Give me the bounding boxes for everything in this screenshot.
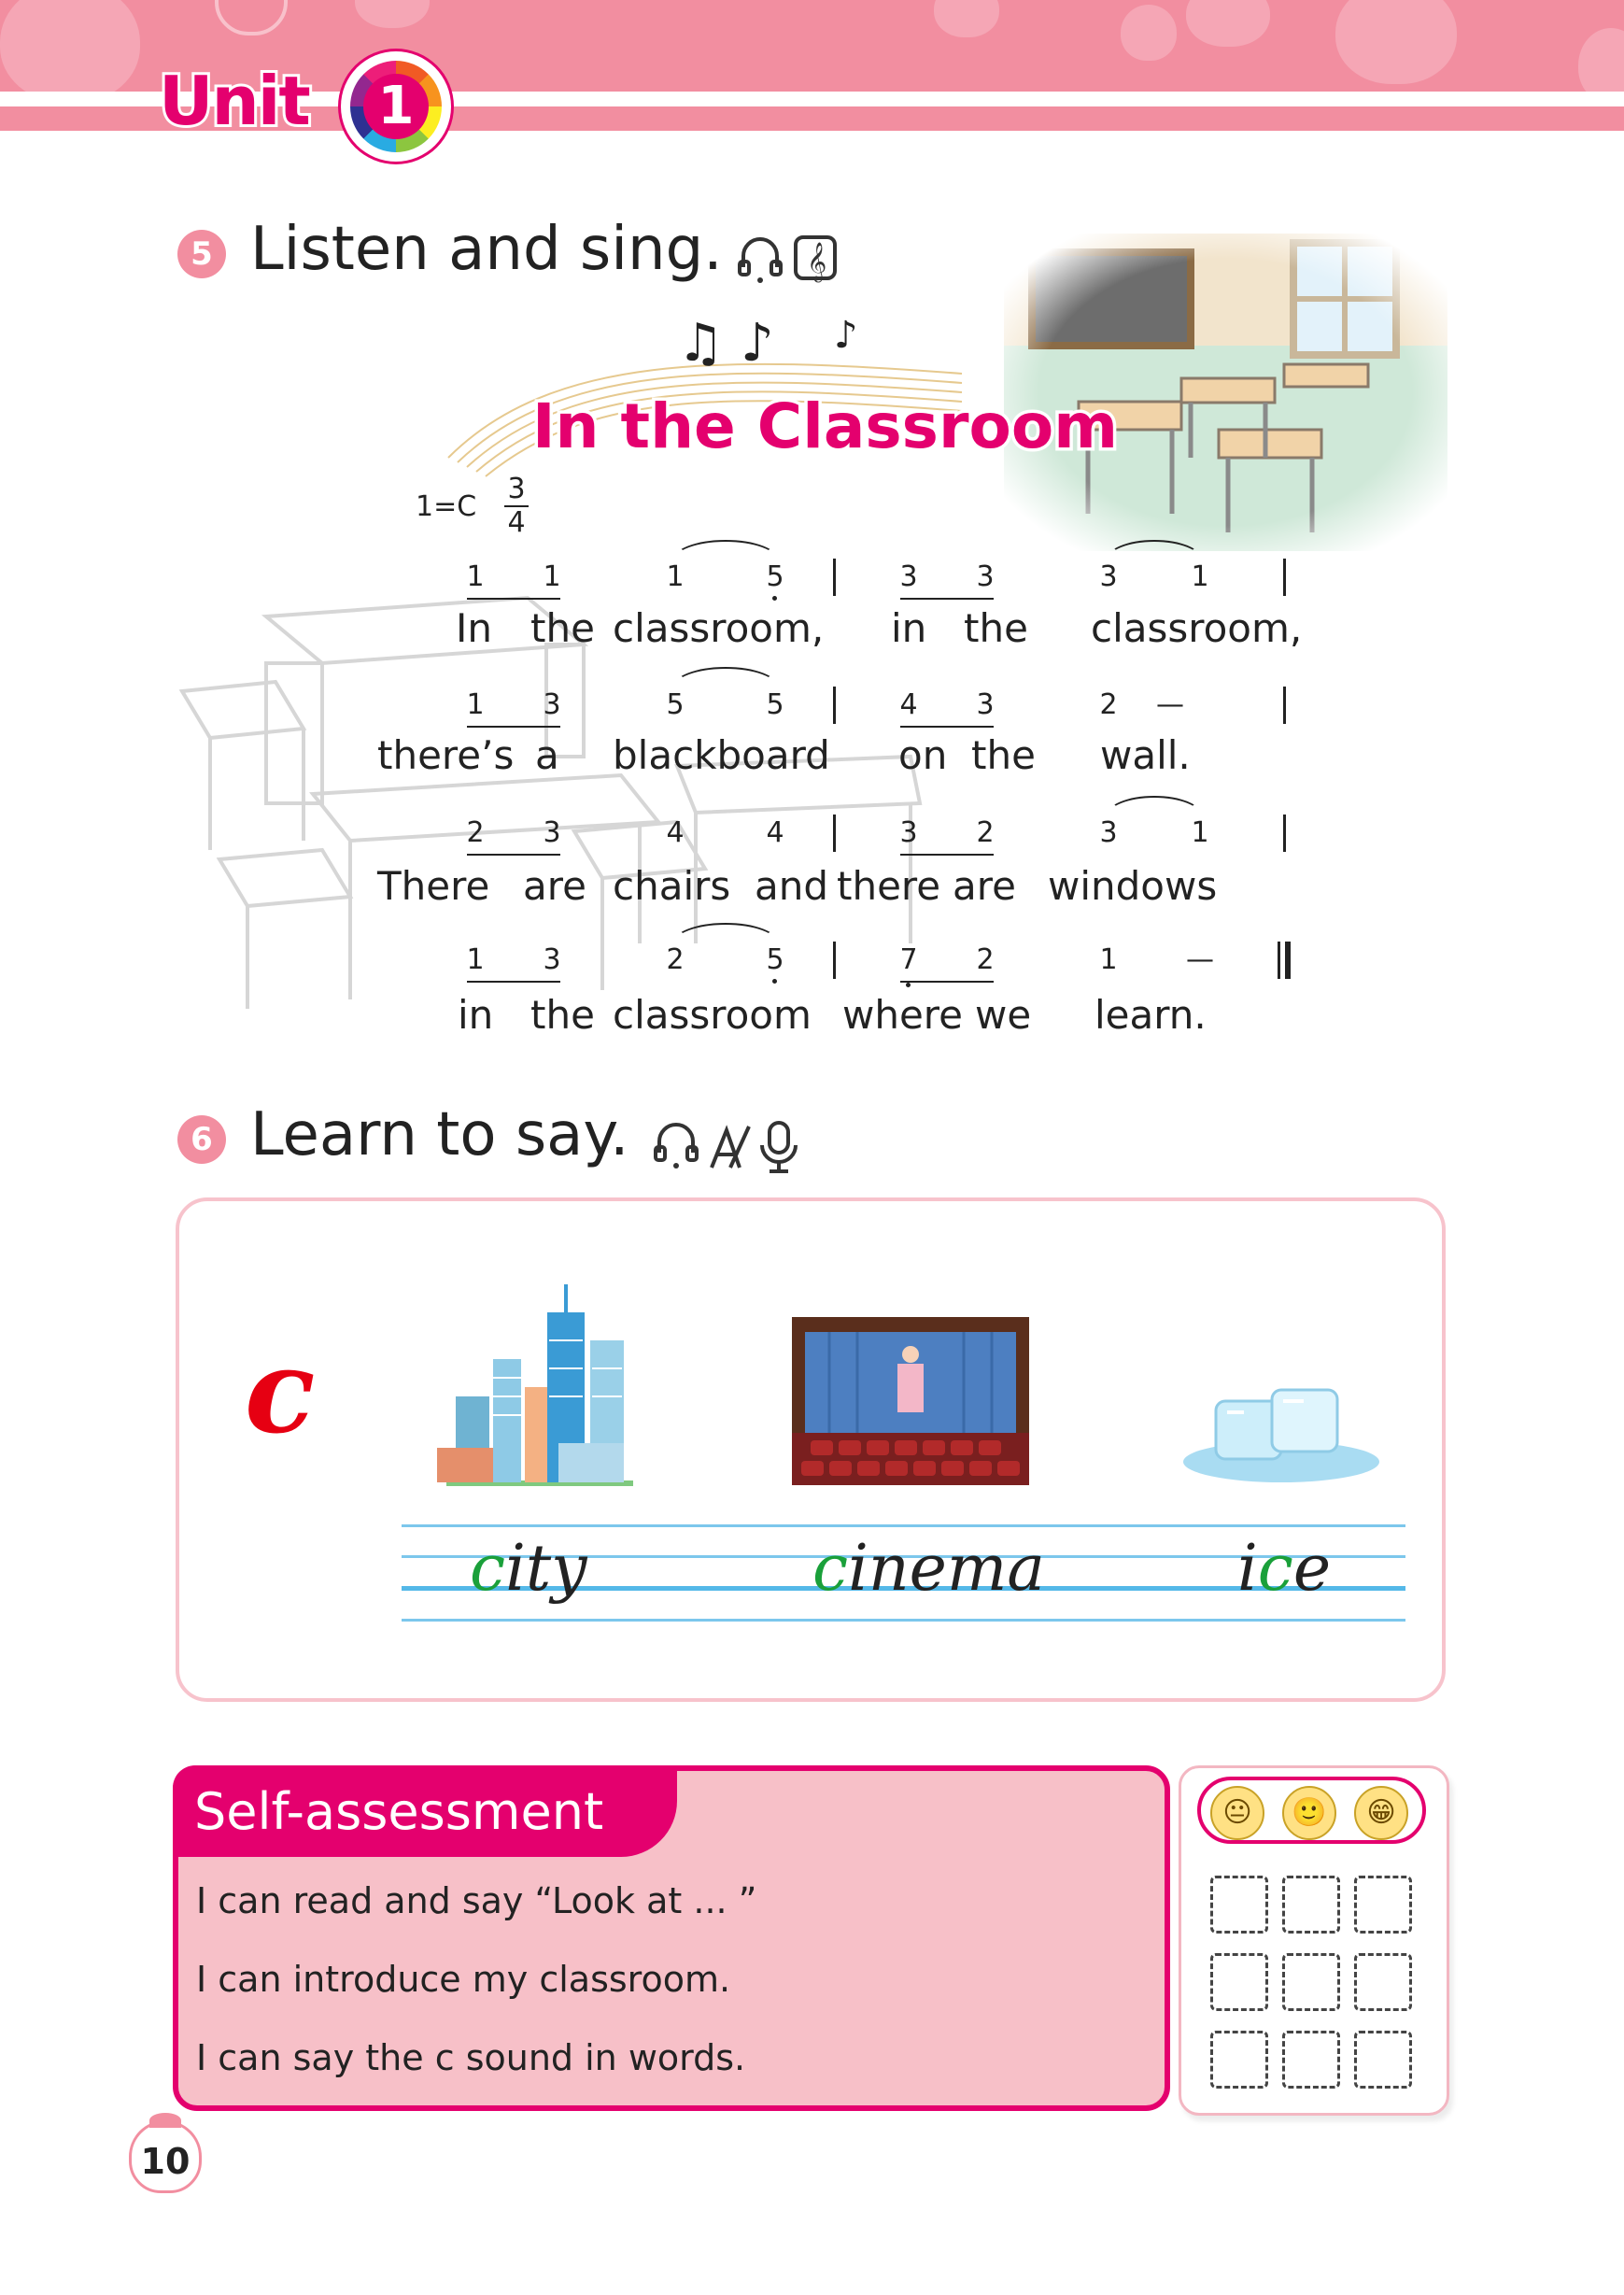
time-signature-top: 3 <box>507 473 526 505</box>
note: 5 <box>766 560 784 593</box>
note: 4 <box>899 688 918 721</box>
note: 3 <box>899 560 918 593</box>
note: 2 <box>1099 688 1118 721</box>
low-octave-dot <box>906 983 911 987</box>
section-number-badge: 5 <box>177 230 226 278</box>
note: 1 <box>466 560 485 593</box>
rating-checkbox[interactable] <box>1282 1876 1340 1934</box>
tie-arc <box>1106 796 1203 816</box>
music-notes-icon: ♫ ♪ <box>677 313 774 374</box>
word-rest: e <box>1292 1532 1332 1606</box>
time-signature <box>504 475 529 538</box>
note: 1 <box>466 943 485 976</box>
beat-underline <box>900 981 994 983</box>
note: — <box>1156 688 1184 721</box>
lyric-word: classroom, <box>1091 605 1303 651</box>
lyric-word: are <box>523 863 586 909</box>
neutral-face-icon: 😐 <box>1210 1786 1264 1840</box>
beat-underline <box>467 726 560 728</box>
smile-face-icon: 🙂 <box>1282 1786 1336 1840</box>
note: 1 <box>1099 943 1118 976</box>
note: 3 <box>543 816 561 849</box>
lyric-word: we <box>975 992 1032 1038</box>
song-title: In the Classroom <box>532 390 1118 462</box>
svg-text:𝄞: 𝄞 <box>807 243 827 281</box>
word-cinema <box>812 1532 1045 1606</box>
bar-line <box>1278 942 1280 979</box>
lyric-word: wall. <box>1100 732 1191 778</box>
highlight-letter: c <box>812 1532 849 1606</box>
target-letter: c <box>245 1325 316 1460</box>
bar-line <box>1283 815 1286 852</box>
strawberry-decoration <box>355 0 430 28</box>
ice-cubes-illustration <box>1179 1382 1384 1485</box>
rating-checkbox[interactable] <box>1282 1953 1340 2011</box>
headphones-icon[interactable] <box>656 1125 697 1169</box>
lyric-word: on <box>898 732 948 778</box>
strawberry-decoration <box>1186 0 1270 47</box>
time-signature-bottom: 4 <box>507 506 526 539</box>
lyric-word: the <box>530 992 595 1038</box>
strawberry-decoration <box>1335 0 1457 84</box>
bar-line <box>833 559 836 596</box>
note: 7 <box>899 943 918 976</box>
note: 2 <box>976 816 995 849</box>
self-assessment-title: Self-assessment <box>194 1782 604 1841</box>
music-clef-icon[interactable] <box>796 237 835 282</box>
word-rest: inema <box>848 1532 1045 1606</box>
cinema-stage-illustration <box>792 1317 1029 1485</box>
lyric-word: there’s <box>377 732 515 778</box>
music-note-icon: ♪ <box>834 314 858 357</box>
note: 1 <box>466 688 485 721</box>
self-assessment-item: I can read and say “Look at ... ” <box>196 1880 757 1921</box>
strawberry-decoration <box>1121 5 1177 61</box>
beat-underline <box>900 854 994 856</box>
note: 2 <box>466 816 485 849</box>
lyric-word: the <box>964 605 1028 651</box>
note: 5 <box>766 943 784 976</box>
bar-line <box>1283 687 1286 724</box>
bar-line <box>1283 559 1286 596</box>
lyric-word: the <box>971 732 1036 778</box>
rating-checkbox[interactable] <box>1354 1953 1412 2011</box>
strawberry-decoration <box>934 0 999 37</box>
headphones-icon[interactable] <box>740 239 781 283</box>
lyric-word: in <box>458 992 494 1038</box>
lyric-word: chairs <box>613 863 731 909</box>
word-prefix: i <box>1237 1532 1258 1606</box>
note: 4 <box>666 816 685 849</box>
lyric-word: the <box>530 605 595 651</box>
page-number: 10 <box>140 2141 191 2182</box>
lyric-word: blackboard <box>613 732 830 778</box>
note: 1 <box>543 560 561 593</box>
song-key: 1=C <box>416 490 477 523</box>
writing-icon[interactable] <box>712 1126 749 1168</box>
note: 3 <box>976 560 995 593</box>
grin-face-icon: 😁 <box>1354 1786 1408 1840</box>
highlight-letter: c <box>470 1532 506 1606</box>
final-bar-line <box>1285 942 1291 979</box>
strawberry-decoration <box>0 0 140 103</box>
word-rest: ity <box>505 1532 587 1606</box>
word-city <box>470 1532 587 1606</box>
beat-underline <box>900 726 994 728</box>
section-title: Learn to say. <box>250 1100 629 1169</box>
handwriting-guide-line <box>402 1619 1405 1622</box>
lyric-word: there <box>837 863 941 909</box>
note: 2 <box>976 943 995 976</box>
lyric-word: where <box>842 992 963 1038</box>
note: 1 <box>666 560 685 593</box>
beat-underline <box>467 598 560 600</box>
note: 3 <box>1099 816 1118 849</box>
bar-line <box>833 815 836 852</box>
note: 3 <box>976 688 995 721</box>
tie-arc <box>672 540 779 560</box>
lyric-word: in <box>891 605 927 651</box>
strawberry-leaf <box>149 2113 181 2128</box>
lyric-word: learn. <box>1094 992 1207 1038</box>
note: 2 <box>666 943 685 976</box>
lyric-word: classroom, <box>613 605 825 651</box>
microphone-icon[interactable] <box>762 1123 796 1171</box>
handwriting-guide-line <box>402 1524 1405 1527</box>
rating-checkbox[interactable] <box>1354 2031 1412 2089</box>
lyric-word: and <box>755 863 829 909</box>
lyric-word: There <box>377 863 490 909</box>
rating-checkbox[interactable] <box>1210 1953 1268 2011</box>
low-octave-dot <box>772 596 777 601</box>
note: 1 <box>1191 560 1209 593</box>
lyric-word: are <box>953 863 1016 909</box>
highlight-letter: c <box>1257 1532 1293 1606</box>
note: 3 <box>543 688 561 721</box>
beat-underline <box>467 854 560 856</box>
bar-line <box>833 942 836 979</box>
word-ice <box>1237 1532 1331 1606</box>
beat-underline <box>467 981 560 983</box>
note: 3 <box>1099 560 1118 593</box>
section-number-badge: 6 <box>177 1115 226 1164</box>
lyric-word: classroom <box>613 992 812 1038</box>
note: 3 <box>543 943 561 976</box>
rating-checkbox[interactable] <box>1210 2031 1268 2089</box>
note: 3 <box>899 816 918 849</box>
section-title: Listen and sing. <box>250 215 723 284</box>
strawberry-decoration <box>215 0 288 35</box>
section6-icons <box>654 1117 812 1173</box>
beat-underline <box>900 598 994 600</box>
low-octave-dot <box>772 979 777 984</box>
lyric-word: a <box>535 732 559 778</box>
self-assessment-item: I can say the c sound in words. <box>196 2037 746 2078</box>
unit-number-badge <box>341 51 451 162</box>
city-buildings-illustration <box>428 1284 647 1490</box>
note: 5 <box>666 688 685 721</box>
lyric-word: windows <box>1048 863 1218 909</box>
note: 5 <box>766 688 784 721</box>
lyric-word: In <box>456 605 493 651</box>
section5-icons <box>738 232 850 284</box>
self-assessment-item: I can introduce my classroom. <box>196 1959 731 2000</box>
note: — <box>1186 943 1214 976</box>
rating-checkbox[interactable] <box>1282 2031 1340 2089</box>
bar-line <box>833 687 836 724</box>
unit-label: Unit <box>159 62 309 140</box>
rating-checkbox[interactable] <box>1210 1876 1268 1934</box>
rating-checkbox[interactable] <box>1354 1876 1412 1934</box>
unit-number: 1 <box>363 74 429 139</box>
note: 4 <box>766 816 784 849</box>
note: 1 <box>1191 816 1209 849</box>
